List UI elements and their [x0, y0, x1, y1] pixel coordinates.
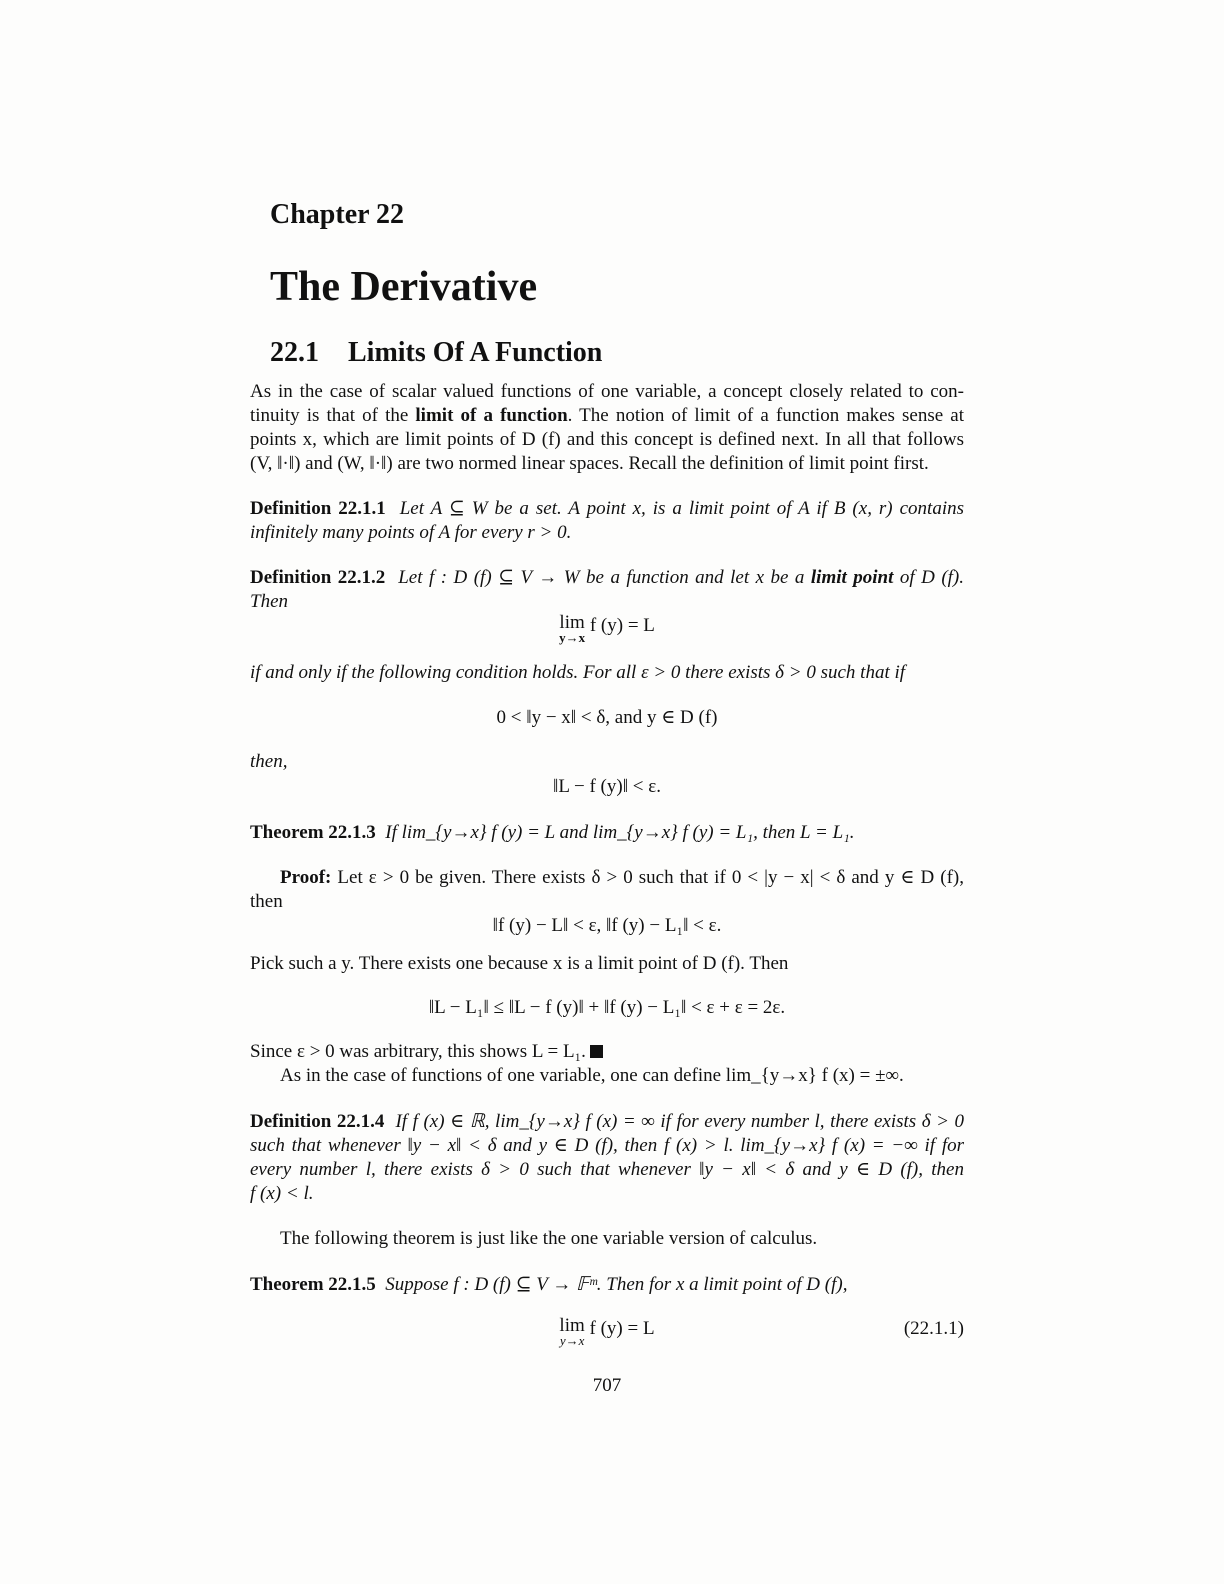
definition-text: infinitely many points of A for every r > 0. [250, 522, 572, 543]
theorem-22-1-3 [250, 821, 964, 845]
theorem-text: Suppose f : D (f) ⊆ V → 𝔽ᵐ. Then for x a limit point of D (f), [385, 1274, 848, 1295]
definition-22-1-4: Definition 22.1.4 If f (x) ∈ ℝ, lim_{y→x} f (x) = ∞ if for every number l, there exists δ > 0 such that whenever ‖y − x‖ < δ and y ∈ D (f), then f (x) > l. lim_{y→x} f (x) = −∞ if for every number l, there exists δ > 0 such that whenever ‖y − x‖ < δ and y ∈ D (f), then f (x) < l. [250, 1111, 964, 1204]
proof: Proof: Let ε > 0 be given. There exists δ > 0 such that if 0 < |y − x| < δ and y ∈ D (f), then [250, 867, 964, 912]
equation-delta-condition: 0 < ‖y − x‖ < δ, and y ∈ D (f) [496, 707, 718, 728]
section-number: 22.1 [270, 337, 319, 368]
definition-text: Let A ⊆ W be a set. A point x, is a limit point of A if B (x, r) contains [399, 498, 964, 519]
limit-point-term: limit point [810, 567, 894, 588]
qed-icon [590, 1045, 603, 1058]
proof-label: Proof: [280, 867, 332, 888]
equation-epsilon: ‖L − f (y)‖ < ε. [553, 776, 661, 797]
limit-of-function-term: limit of a function [415, 405, 568, 426]
theorem-label: Theorem 22.1.3 [250, 822, 376, 843]
chapter-title: The Derivative [270, 264, 538, 310]
equation-number: (22.1.1) [903, 1318, 964, 1339]
following-paragraph: The following theorem is just like the one variable version of calculus. [280, 1228, 818, 1249]
definition-text: Then [250, 591, 288, 612]
definition-then: then, [250, 751, 288, 772]
intro-paragraph [250, 380, 964, 476]
chapter-label: Chapter 22 [270, 199, 405, 230]
equation-proof-1: ‖f (y) − L‖ < ε, ‖f (y) − L₁‖ < ε. [492, 915, 722, 936]
proof-continued: Pick such a y. There exists one because x is a limit point of D (f). Then [250, 953, 789, 974]
definition-22-1-2: Definition 22.1.2 Let f : D (f) ⊆ V → W be a function and let x be a limit point of D (f). Then [250, 567, 964, 612]
proof-conclusion: Since ε > 0 was arbitrary, this shows L = L₁. As in the case of functions of one variable, one can define lim_{y→x} f (x) = ±∞. [250, 1041, 904, 1086]
page-number: 707 [592, 1375, 622, 1396]
definition-label: Definition 22.1.4 [250, 1111, 385, 1132]
definition-label: Definition 22.1.2 [250, 567, 386, 588]
section-title: Limits Of A Function [348, 337, 603, 368]
theorem-label: Theorem 22.1.5 [250, 1274, 376, 1295]
section-heading [270, 336, 602, 370]
intro-line-4: (V, ‖·‖) and (W, ‖·‖) are two normed linear spaces. Recall the definition of limit point first. [250, 453, 929, 474]
definition-22-1-1 [250, 497, 964, 545]
definition-label: Definition 22.1.1 [250, 498, 386, 519]
theorem-text: If lim_{y→x} f (y) = L and lim_{y→x} f (y) = L₁, then L = L₁. [385, 822, 855, 843]
equation-22-1-1: lim y→x f (y) = L (22.1.1) [559, 1315, 964, 1348]
definition-condition: if and only if the following condition holds. For all ε > 0 there exists δ > 0 such that if [250, 662, 906, 683]
intro-line-3: points x, which are limit points of D (f) and this concept is defined next. In all that follows [250, 429, 964, 450]
equation-proof-2: ‖L − L₁‖ ≤ ‖L − f (y)‖ + ‖f (y) − L₁‖ < ε + ε = 2ε. [428, 997, 786, 1018]
theorem-22-1-5 [250, 1273, 964, 1297]
equation-limit: lim y→x f (y) = L [559, 612, 655, 645]
intro-line-2: tinuity is that of the limit of a function. The notion of limit of a function makes sense at [250, 405, 964, 426]
intro-line-1: As in the case of scalar valued functions of one variable, a concept closely related to con- [250, 381, 964, 402]
